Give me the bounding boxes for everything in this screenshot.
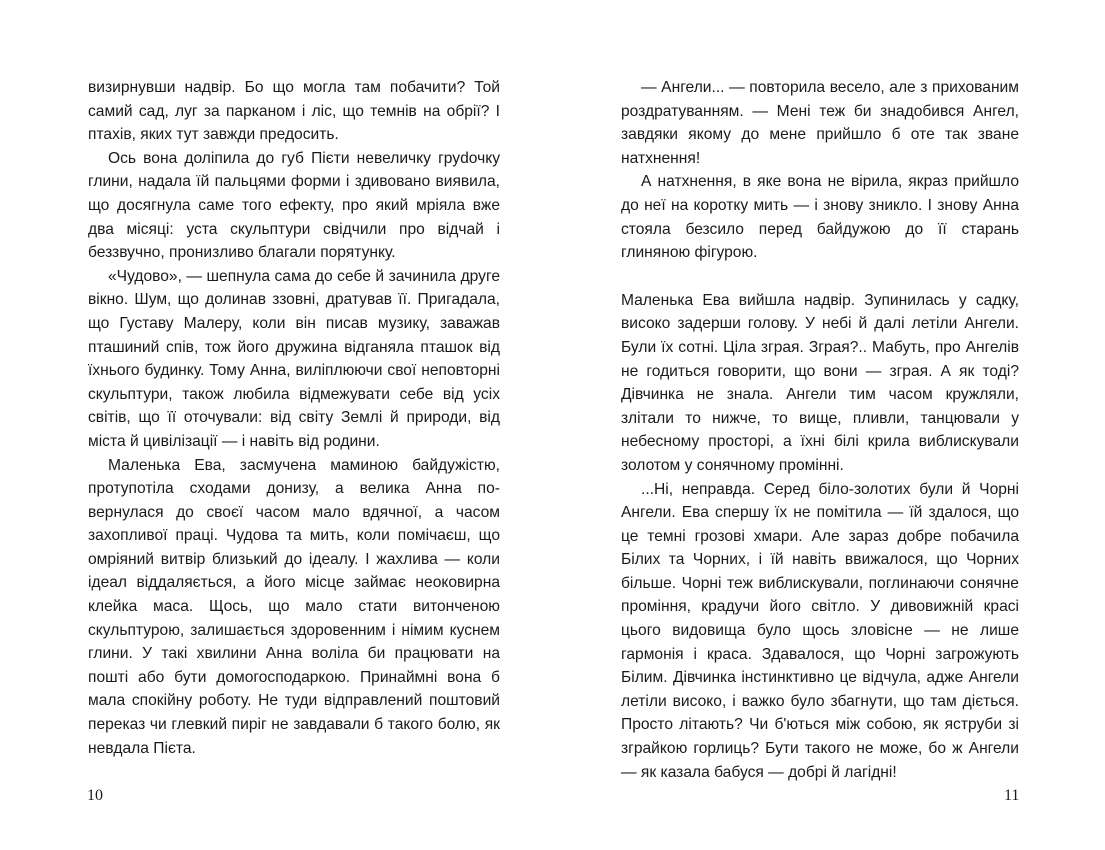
paragraph: Маленька Ева, засмучена маминою байдужістю, протупотіла сходами донизу, а велика Анна повернулася до своєї часом мало вдячної, а часом захопливої праці. Чудова та мить, коли помічаєш, що омріяний витвір близький до ідеалу. І жахлива — коли ідеал віддаляється, а його місце займає неоковирна клейка маса. Щось, що мало стати витонченою скульптурою, залишається здоровенним і німим куснем глини. У такі хвилини Анна воліла би працювати на пошті або бути домогосподаркою. Принаймні вона б мала спокійну роботу. Не туди відправлений поштовий переказ чи глевкий пиріг не завдавали б такого болю, як невдала Пієта. xyxy=(88,456,500,757)
left-page xyxy=(88,76,500,760)
paragraph: А натхнення, в яке вона не вірила, якраз прийшло до неї на коротку мить — і знову зникло. І знову Анна стояла безсило перед байдужою до її старань глиняною фігурою. xyxy=(621,173,1019,262)
paragraph: Маленька Ева вийшла надвір. Зупинилась у садку, високо задерши голову. У небі й далі летіли Ангели. Були їх сотні. Ціла зграя. Зграя?.. Мабуть, про Ангелів не годиться говорити, що вони — зграя. А як тоді? Дівчинка не знала. Ангели тим часом кружляли, злітали то нижче, то вище, пливли, танцювали у небесному просторі, а їхні білі крила виблискували золотом у сонячному промінні. xyxy=(621,291,1019,474)
page-number-left: 10 xyxy=(87,787,103,804)
paragraph: «Чудово», — шепнула сама до себе й зачинила друге вікно. Шум, що долинав ззовні, дратував її. Пригадала, що Густаву Малеру, коли він писав музику, заважав пташиний спів, тож його дружина відганяла пташок від їхнього будинку. Тому Анна, виліплюючи свої неповторні скульптури, також любила відмежувати себе від усіх світів, що її оточували: від світу Землі й природи, від міста й цивілізації — і навіть від родини. xyxy=(88,267,500,450)
right-page xyxy=(621,76,1019,784)
paragraph: — Ангели... — повторила весело, але з прихованим роздратуванням. — Мені теж би знадобився Ангел, завдяки якому до мене прийшло б оте так зване натхнення! xyxy=(621,79,1019,167)
paragraph: Ось вона доліпила до губ Пієти невеличку груdочку глини, надала їй пальцями форми і здивовано виявила, що досягнула саме того ефекту, про який мріяла вже два місяці: уста скульптури свідчили про відчай і беззвучно, пронизливо благали порятунку. xyxy=(88,149,500,262)
paragraph: визирнувши надвір. Бо що могла там побачити? Той самий сад, луг за парканом і ліс, що темнів на обрії? І птахів, яких тут завжди предосить. xyxy=(88,79,500,144)
page-number-right: 11 xyxy=(1004,787,1020,804)
paragraph: ...Ні, неправда. Серед біло-золотих були й Чорні Ангели. Ева спершу їх не помітила — їй здалося, що це темні грозові хмари. Але зараз добре побачила Білих та Чорних, і їй навіть ввижалося, що Чорних більше. Чорні теж виблискували, поглинаючи сонячне проміння, крадучи його світло. У дивовижній красі цього видовища було щось зловісне — не лише гармонія і краса. Здавалося, що Чорні загрожують Білим. Дівчинка інстинктивно це відчула, адже Ангели летіли високо, і важко було збагнути, що там діється. Просто літають? Чи б'ються між собою, як яструби зі зграйкою горлиць? Бути такого не може, бо ж Ангели — як казала бабуся — добрі й лагідні! xyxy=(621,480,1019,781)
